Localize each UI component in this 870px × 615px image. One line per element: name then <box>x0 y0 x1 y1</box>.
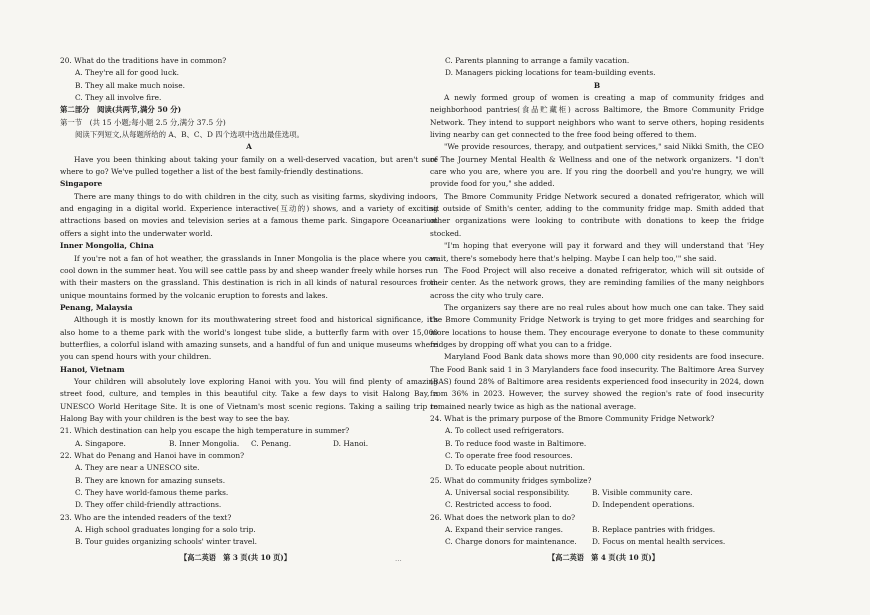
q23-option-c: C. Parents planning to arrange a family vacation. <box>445 56 630 65</box>
place-text: If you're not a fan of hot weather, the grasslands in Inner Mongolia is the place where you can cool down in the summer heat. You will see cattle pass by and sheep wander freely while horses run with their masters on the grassland. This destination is rich in all kinds of natural resources from unique mountains formed by the volcanic eruption to forests and lakes. <box>60 253 438 300</box>
passage-b-paragraph: A newly formed group of women is creating a map of community fridges and neighborhood pantries(食品贮藏柜) across Baltimore, the Bmore Community Fridge Network. They intend to support neighbors who want to serve others, hoping residents living nearby can get connected to the free food being offered to them. <box>430 93 764 140</box>
q22-option-a: A. They are near a UNESCO site. <box>75 463 200 473</box>
q20-option-c: C. They all involve fire. <box>75 93 162 103</box>
passage-b-paragraph: Maryland Food Bank data shows more than 90,000 city residents are food insecure. The Food Bank said 1 in 3 Marylanders face food insecurity. The Baltimore Area Survey (BAS) found 28% of Baltimore area residents experienced food insecurity in 2024, down from 36% in 2023. However, the survey showed the region's rate of food insecurity remained nearly twice as high as the national average. <box>430 352 764 411</box>
place-text: Your children will absolutely love exploring Hanoi with you. You will find plenty of amazing street food, culture, and temples in this beautiful city. Take a few days to visit Halong Bay, a UNESCO World Heritage Site. It is one of Vietnam's most scenic regions. Taking a sailing trip to Halong Bay with your children is the best way to see the bay. <box>60 376 438 423</box>
section-heading: 第一节 (共 15 小题;每小题 2.5 分,满分 37.5 分) <box>60 117 226 127</box>
q22-stem: 22. What do Penang and Hanoi have in common? <box>60 451 245 460</box>
q24-option-b: B. To reduce food waste in Baltimore. <box>445 438 587 448</box>
place-heading: Hanoi, Vietnam <box>60 364 125 374</box>
place-heading: Penang, Malaysia <box>60 302 133 312</box>
q26-options-row1 <box>430 524 764 536</box>
passage-b-paragraph: "We provide resources, therapy, and outpatient services," said Nikki Smith, the CEO of The Journey Mental Health & Wellness and one of the network organizers. "I don't care who you are, where you are. If you ring the doorbell and you're hungry, we will provide food for you," she added. <box>430 142 764 189</box>
q21-option-d: D. Hanoi. <box>333 438 369 448</box>
q26-stem: 26. What does the network plan to do? <box>430 512 576 522</box>
q25-option-a: A. Universal social responsibility. <box>445 488 570 498</box>
q21-option-a: A. Singapore. <box>75 438 126 448</box>
footer-ellipsis: ... <box>395 555 402 563</box>
passage-b-paragraph: The organizers say there are no real rules about how much one can take. They said the Bmore Community Fridge Network is trying to get more fridges and searching for more locations to house them. They encourage everyone to donate to these community fridges by dropping off what you can to a fridge. <box>430 302 764 349</box>
q26-option-c: C. Charge donors for maintenance. <box>445 537 577 547</box>
q25-options-row1 <box>430 487 764 499</box>
q25-options-row2 <box>430 499 764 511</box>
q26-options-row2 <box>430 536 764 548</box>
page-footer-left: 【高二英语 第 3 页(共 10 页)】 <box>180 553 291 562</box>
passage-b-paragraph: The Bmore Community Fridge Network secured a donated refrigerator, which will sit outside of Smith's center, adding to the community fridge map. Smith added that other organizations were looking to contribute with donations to keep the fridge stocked. <box>430 191 764 238</box>
place-heading: Singapore <box>60 179 103 189</box>
place-heading: Inner Mongolia, China <box>60 241 154 251</box>
q22-option-c: C. They have world-famous theme parks. <box>75 488 229 498</box>
instruction: 阅读下列短文,从每题所给的 A、B、C、D 四个选项中选出最佳选项。 <box>75 130 304 140</box>
left-column <box>60 55 438 549</box>
q21-options <box>60 438 438 450</box>
place-text: Although it is mostly known for its mouthwatering street food and historical significance, it's also home to a theme park with the world's longest tube slide, a butterfly farm with over 15,000 butterflies, a colorful island with amazing sunsets, and a handful of fun and unique museums where you can spend hours with your children. <box>60 315 438 362</box>
passage-a-label: A <box>246 142 252 152</box>
q25-stem: 25. What do community fridges symbolize? <box>430 475 592 485</box>
q24-option-c: C. To operate free food resources. <box>445 451 573 460</box>
right-column <box>430 55 764 549</box>
q20-option-b: B. They all make much noise. <box>75 80 185 90</box>
q26-option-b: B. Replace pantries with fridges. <box>592 525 716 535</box>
q25-option-b: B. Visible community care. <box>592 488 693 498</box>
q21-option-b: B. Inner Mongolia. <box>169 438 240 448</box>
q23-option-b: B. Tour guides organizing schools' winter travel. <box>75 537 257 547</box>
q23-stem: 23. Who are the intended readers of the text? <box>60 512 232 522</box>
q25-option-d: D. Independent operations. <box>592 500 695 510</box>
q21-stem: 21. Which destination can help you escape the high temperature in summer? <box>60 426 350 436</box>
q21-option-c: C. Penang. <box>251 438 292 448</box>
q20-stem: 20. What do the traditions have in common? <box>60 56 227 65</box>
q24-option-d: D. To educate people about nutrition. <box>445 463 585 473</box>
part-heading: 第二部分 阅读(共两节,满分 50 分) <box>60 105 182 115</box>
q22-option-b: B. They are known for amazing sunsets. <box>75 475 226 485</box>
page-footer-right: 【高二英语 第 4 页(共 10 页)】 <box>548 553 659 562</box>
q23-option-a: A. High school graduates longing for a solo trip. <box>75 525 256 535</box>
q23-option-d: D. Managers picking locations for team-building events. <box>445 68 656 78</box>
q22-option-d: D. They offer child-friendly attractions. <box>75 500 222 510</box>
q20-option-a: A. They're all for good luck. <box>75 68 179 78</box>
q26-option-d: D. Focus on mental health services. <box>592 537 726 547</box>
q26-option-a: A. Expand their service ranges. <box>445 525 563 535</box>
passage-a-intro: Have you been thinking about taking your family on a well-deserved vacation, but aren't sure where to go? We've pulled together a list of the best family-friendly destinations. <box>60 154 438 177</box>
place-text: There are many things to do with children in the city, such as visiting farms, skydiving indoors, and engaging in a digital world. Experience interactive(互动的) shows, and a variety of exciting attractions based on movies and television series at a famous theme park. Singapore Oceanarium offers a sight into the underwater world. <box>60 191 438 238</box>
q24-option-a: A. To collect used refrigerators. <box>445 426 565 436</box>
passage-b-label: B <box>593 80 601 90</box>
passage-b-paragraph: The Food Project will also receive a donated refrigerator, which will sit outside of their center. As the network grows, they are reminding families of the many neighbors across the city who truly care. <box>430 265 764 300</box>
passage-b-paragraph: "I'm hoping that everyone will pay it forward and they will understand that 'Hey wait, there's somebody here that's helping. Maybe I can help too,'" she said. <box>430 241 764 263</box>
q25-option-c: C. Restricted access to food. <box>445 500 552 510</box>
q24-stem: 24. What is the primary purpose of the Bmore Community Fridge Network? <box>430 413 715 423</box>
